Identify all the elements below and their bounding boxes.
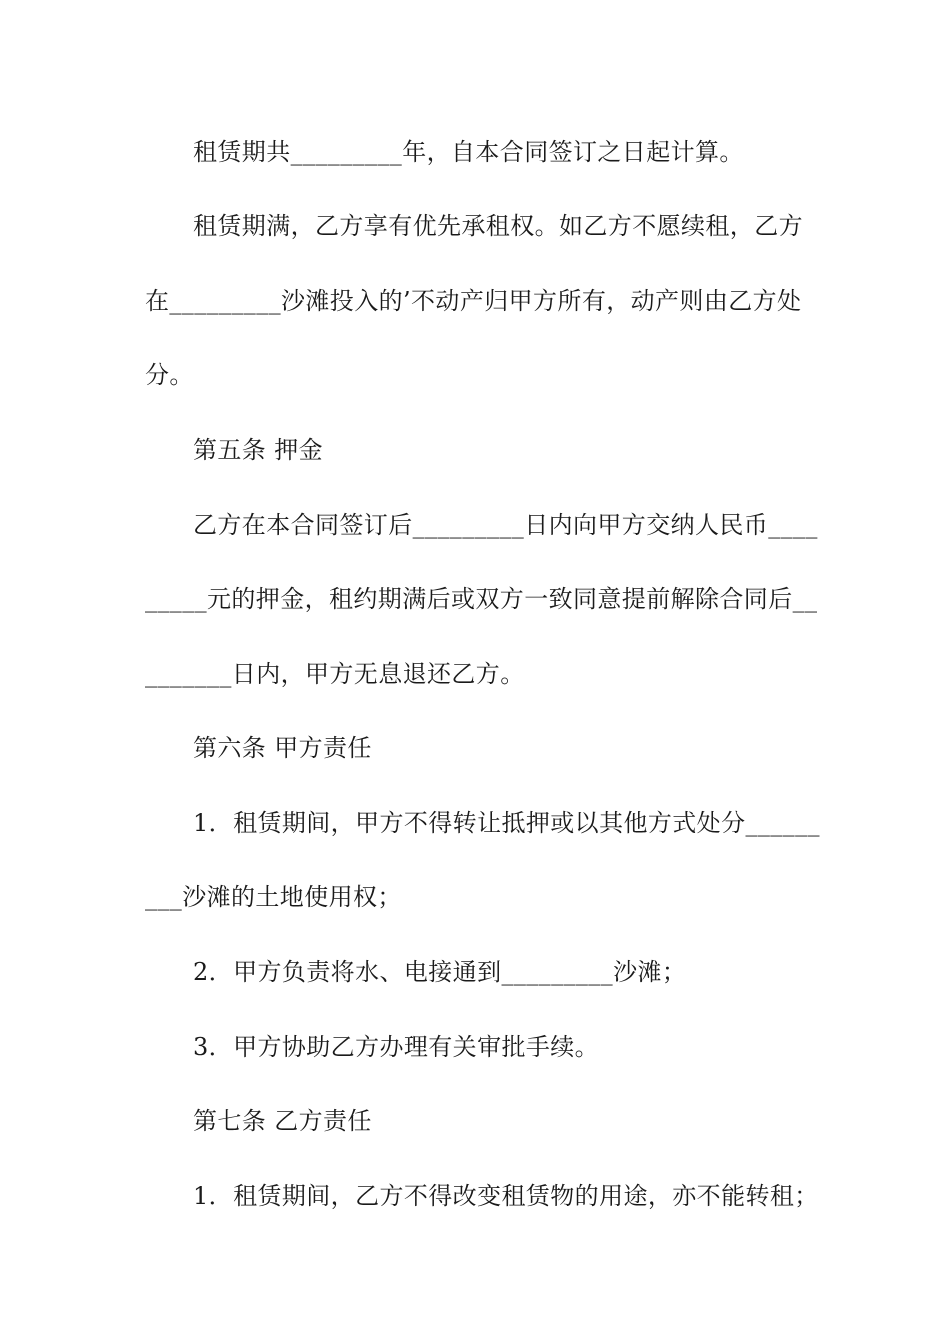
party-a-duty-1-line-2: ___沙滩的土地使用权； [145,883,402,911]
party-b-duty-1: 1．租赁期间，乙方不得改变租赁物的用途，亦不能转租； [193,1182,819,1210]
lease-term-line: 租赁期共_________年，自本合同签订之日起计算。 [193,138,744,166]
renewal-clause-line-2: 在_________沙滩投入的’不动产归甲方所有，动产则由乙方处 [145,287,802,315]
article-7-heading: 第七条 乙方责任 [193,1107,372,1135]
deposit-clause-line-2: _____元的押金，租约期满后或双方一致同意提前解除合同后__ [145,585,818,613]
renewal-clause-line-1: 租赁期满，乙方享有优先承租权。如乙方不愿续租，乙方 [193,212,803,240]
party-a-duty-1-line-1: 1．租赁期间，甲方不得转让抵押或以其他方式处分______ [193,809,820,837]
party-a-duty-3: 3．甲方协助乙方办理有关审批手续。 [193,1033,600,1061]
deposit-clause-line-1: 乙方在本合同签订后_________日内向甲方交纳人民币____ [193,511,818,539]
party-a-duty-2: 2．甲方负责将水、电接通到_________沙滩； [193,958,687,986]
article-5-heading: 第五条 押金 [193,436,324,464]
article-6-heading: 第六条 甲方责任 [193,734,372,762]
renewal-clause-line-3: 分。 [145,361,194,389]
deposit-clause-line-3: _______日内，甲方无息退还乙方。 [145,660,525,688]
